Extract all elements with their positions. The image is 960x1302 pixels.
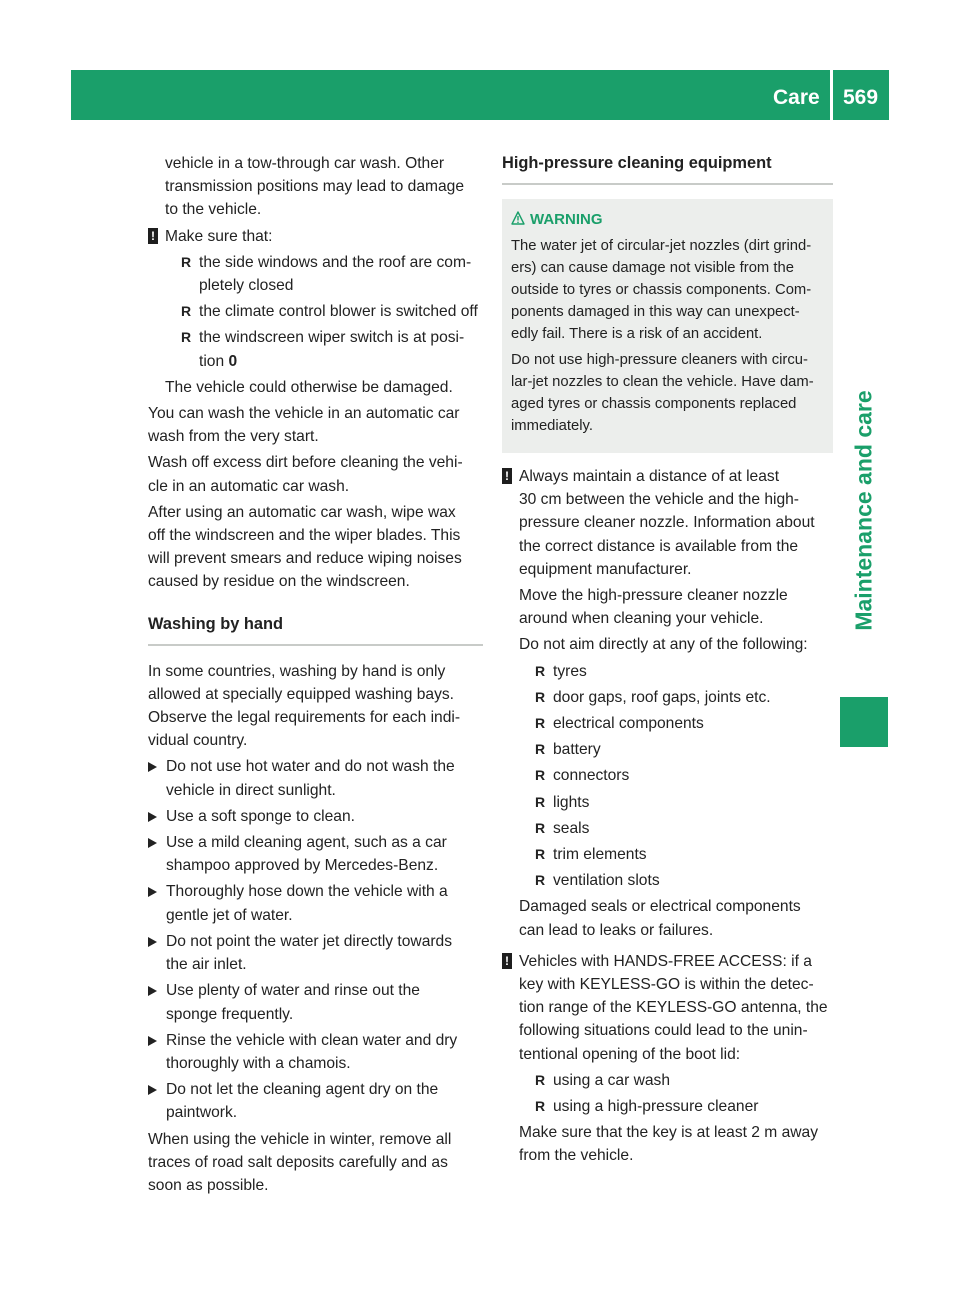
note-text: Move the high-pressure cleaner nozzle around when cleaning your vehicle. <box>519 587 788 628</box>
heading-rule <box>502 183 833 185</box>
list-item: R lights <box>535 793 590 811</box>
paragraph: In some countries, washing by hand is only allowed at specially equipped washing bays. Observe the legal requirements for each indi- vidual country. <box>148 662 461 750</box>
note-text: Do not aim directly at any of the following: <box>519 636 808 654</box>
note-text: Make sure that the key is at least 2 m away from the vehicle. <box>519 1124 819 1165</box>
warning-triangle-icon <box>511 211 525 225</box>
section-heading: High-pressure cleaning equipment <box>502 154 772 172</box>
step-arrow-icon <box>148 986 157 996</box>
step-arrow-icon <box>148 1036 157 1046</box>
list-item: R tyres <box>535 662 587 680</box>
warning-text: The water jet of circular-jet nozzles (dirt grind- ers) can cause damage not visible from the outside to tyres or chassis components. Com- ponents damaged in this way can unexpect- edly fail. There is a risk of an accident. <box>511 238 812 342</box>
list-item: R the side windows and the roof are com- pletely closed <box>181 253 472 295</box>
warning-text: Do not use high-pressure cleaners with circu- lar-jet nozzles to clean the vehicle. Have dam- aged tyres or chassis components replaced immediately. <box>511 352 814 434</box>
paragraph: When using the vehicle in winter, remove all traces of road salt deposits carefully and as soon as possible. <box>148 1130 452 1194</box>
left-column <box>148 152 483 1200</box>
step-arrow-icon <box>148 937 157 947</box>
paragraph: Wash off excess dirt before cleaning the vehi- cle in an automatic car wash. <box>148 454 463 495</box>
note-conclusion: The vehicle could otherwise be damaged. <box>165 378 453 396</box>
side-tab-label: Maintenance and care <box>850 389 877 631</box>
header-band <box>71 70 889 120</box>
intro-paragraph: vehicle in a tow-through car wash. Other transmission positions may lead to damage to the vehicle. <box>165 155 465 219</box>
side-tab <box>840 320 888 700</box>
warning-title: WARNING <box>530 209 825 231</box>
instruction-step: Use plenty of water and rinse out the sponge frequently. <box>148 979 483 1025</box>
list-item: R ventilation slots <box>535 872 660 890</box>
caution-icon: ! <box>502 468 512 484</box>
step-arrow-icon <box>148 762 157 772</box>
step-arrow-icon <box>148 1085 157 1095</box>
header-separator <box>830 70 833 120</box>
list-item: R seals <box>535 819 590 837</box>
list-item: R the climate control blower is switched off <box>181 303 478 321</box>
note-intro: Make sure that: <box>165 227 273 245</box>
instruction-step: Rinse the vehicle with clean water and dry thoroughly with a chamois. <box>148 1029 483 1075</box>
list-item: R using a high-pressure cleaner <box>535 1098 759 1116</box>
heading-rule <box>148 644 483 646</box>
instruction-step: Do not point the water jet directly towards the air inlet. <box>148 930 483 976</box>
note-text: Damaged seals or electrical components can lead to leaks or failures. <box>519 898 801 939</box>
paragraph: You can wash the vehicle in an automatic car wash from the very start. <box>148 405 460 446</box>
paragraph: After using an automatic car wash, wipe wax off the windscreen and the wiper blades. This will prevent smears and reduce wiping noises caused by residue on the windscreen. <box>148 503 462 591</box>
list-item: R battery <box>535 741 601 759</box>
instruction-step: Use a mild cleaning agent, such as a car shampoo approved by Mercedes-Benz. <box>148 831 483 877</box>
warning-box <box>502 199 833 453</box>
caution-icon: ! <box>148 228 158 244</box>
list-item: R connectors <box>535 767 630 785</box>
list-item: R electrical components <box>535 715 704 733</box>
right-column <box>502 152 833 1171</box>
note-block <box>148 225 483 399</box>
list-item: R trim elements <box>535 846 647 864</box>
note-text: Always maintain a distance of at least 30 cm between the vehicle and the high- pressure cleaner nozzle. Information about the correct distance is available from the equipment manufacturer. <box>519 468 815 578</box>
note-text: Vehicles with HANDS-FREE ACCESS: if a key with KEYLESS-GO is within the detec- tion range of the KEYLESS-GO antenna, the following situations could lead to the unin- tentional opening of the boot lid: <box>519 952 828 1063</box>
list-item: R the windscreen wiper switch is at posi- tion 0 <box>181 329 465 370</box>
note-block <box>502 465 833 942</box>
list-item: R using a car wash <box>535 1071 671 1089</box>
step-arrow-icon <box>148 887 157 897</box>
wiper-position: 0 <box>228 352 238 370</box>
instruction-step: Use a soft sponge to clean. <box>148 805 483 828</box>
list-item: R door gaps, roof gaps, joints etc. <box>535 688 771 706</box>
instruction-step: Do not use hot water and do not wash the vehicle in direct sunlight. <box>148 755 483 801</box>
caution-icon: ! <box>502 953 512 969</box>
note-block <box>502 950 833 1168</box>
page-number: 569 <box>843 86 879 109</box>
section-title: Care <box>773 86 820 109</box>
section-heading: Washing by hand <box>148 614 284 633</box>
step-arrow-icon <box>148 838 157 848</box>
step-arrow-icon <box>148 812 157 822</box>
side-tab-marker <box>840 697 888 747</box>
instruction-step: Thoroughly hose down the vehicle with a gentle jet of water. <box>148 880 483 926</box>
instruction-step: Do not let the cleaning agent dry on the paintwork. <box>148 1078 483 1124</box>
